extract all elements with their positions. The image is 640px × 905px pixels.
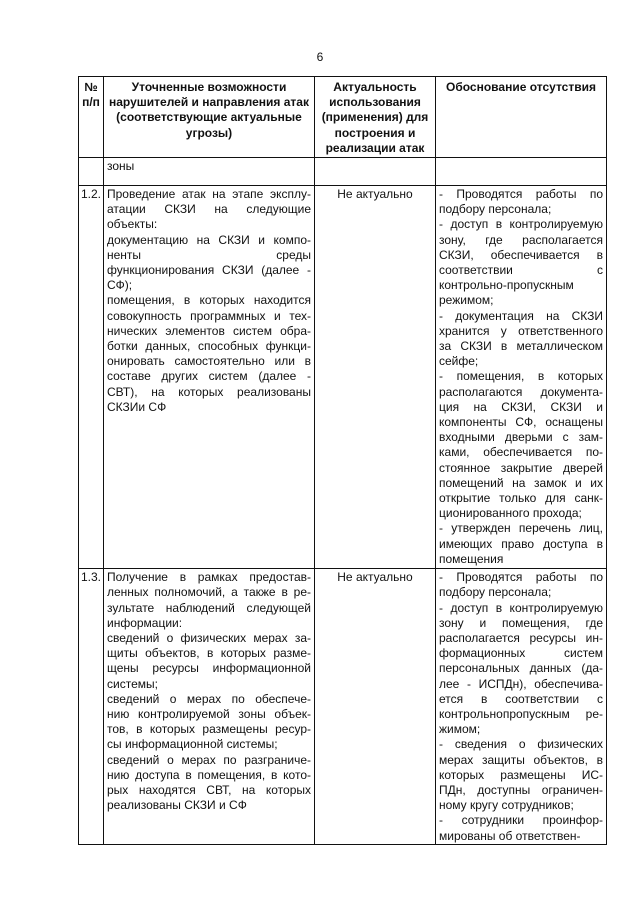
- text-line: сейфе;: [439, 354, 479, 369]
- table-row: [79, 186, 607, 569]
- text-line: ботки данных, способных функци-: [107, 339, 311, 354]
- header-capabilities: Уточненные возможности нарушителей и направления атак (соответствующие актуальные угрозы): [104, 77, 315, 158]
- text-line: жимом;: [439, 722, 481, 737]
- text-line: помещения: [439, 551, 504, 566]
- text-line: лее - ИСПДн), обеспечива-: [439, 676, 603, 691]
- table-header: [79, 77, 607, 158]
- text-line: которых размещены ИС-: [439, 767, 603, 782]
- text-line: подбору персонала;: [439, 202, 552, 217]
- header-relevance: Актуальность использования (применения) для построения и реализации атак: [315, 77, 436, 158]
- text-line: Проведение атак на этапе эксплу-: [107, 187, 311, 202]
- relevance-text: Не актуально: [315, 186, 436, 569]
- text-line: функционирования СКЗИ (далее -: [107, 263, 311, 278]
- text-line: - доступ в контролируемую: [439, 217, 603, 232]
- text-line: СКЗИ, обеспечивается в: [439, 247, 603, 262]
- text-line: - утвержден перечень лиц,: [439, 521, 603, 536]
- text-line: мерах защиты объектов, в: [439, 752, 603, 767]
- text-line: рых находятся СВТ, на которых: [107, 782, 311, 797]
- table-row: [79, 569, 607, 845]
- justification-text: [436, 569, 607, 845]
- threat-table: [78, 76, 607, 845]
- text-line: реализованы СКЗИ и СФ: [107, 798, 247, 813]
- text-line: ками, обеспечивается по-: [439, 445, 603, 460]
- text-line: онировать самостоятельно или в: [107, 354, 311, 369]
- text-line: ному кругу сотрудников;: [439, 798, 574, 813]
- text-line: контрольно-пропускным: [439, 278, 574, 293]
- relevance-text: Не актуально: [315, 569, 436, 845]
- text-line: системы;: [107, 676, 158, 691]
- text-line: ленных полномочий, а также в ре-: [107, 585, 311, 600]
- text-line: зону, где располагается: [439, 232, 603, 247]
- text-line: располагается ресурсы ин-: [439, 630, 603, 645]
- text-line: хранится у ответственного: [439, 323, 603, 338]
- capabilities-text: [104, 186, 315, 569]
- text-line: сы информационной системы;: [107, 737, 278, 752]
- text-line: объекты:: [107, 217, 158, 232]
- text-line: входными дверьми с зам-: [439, 430, 603, 445]
- text-line: СВТ), на которых реализованы: [107, 384, 311, 399]
- text-line: ется в соответствии с: [439, 691, 603, 706]
- text-line: персональных данных (да-: [439, 661, 603, 676]
- text-line: располагаются документа-: [439, 384, 603, 399]
- text-line: помещения, в которых находится: [107, 293, 311, 308]
- text-line: документацию на СКЗИ и компо-: [107, 232, 311, 247]
- text-line: - Проводятся работы по: [439, 570, 603, 585]
- text-line: ненты среды: [107, 247, 311, 262]
- text-line: - доступ в контролируемую: [439, 600, 603, 615]
- cell-justification: [436, 158, 607, 186]
- row-number: 1.3.: [79, 569, 104, 845]
- text-line: Получение в рамках предостав-: [107, 570, 311, 585]
- text-line: нию доступа в помещения, в кото-: [107, 767, 311, 782]
- capabilities-text: [104, 569, 315, 845]
- text-line: помещений на замок и их: [439, 475, 603, 490]
- text-line: совокупность программных и тех-: [107, 308, 311, 323]
- cell-relevance: [315, 158, 436, 186]
- text-line: щены ресурсы информационной: [107, 661, 311, 676]
- text-line: - сведения о физических: [439, 737, 603, 752]
- text-line: сведений о физических мерах за-: [107, 630, 311, 645]
- header-num: № п/п: [79, 77, 104, 158]
- table-row-continuation: [79, 158, 607, 186]
- justification-text: [436, 186, 607, 569]
- text-line: соответствии с: [439, 263, 603, 278]
- text-line: контрольнопропускным ре-: [439, 706, 603, 721]
- cell-num: [79, 158, 104, 186]
- text-line: ПДн, доступны ограничен-: [439, 782, 603, 797]
- text-line: сведений о мерах по обеспече-: [107, 691, 311, 706]
- text-line: стоянное закрытие дверей: [439, 460, 603, 475]
- text-line: - сотрудники проинфор-: [439, 813, 603, 828]
- text-line: - помещения, в которых: [439, 369, 603, 384]
- page-number: 6: [316, 50, 324, 64]
- text-line: ционированного прохода;: [439, 506, 582, 521]
- text-line: ция на СКЗИ, СКЗИ и: [439, 399, 603, 414]
- text-line: мированы об ответствен-: [439, 828, 581, 843]
- text-line: сведений о мерах по разграниче-: [107, 752, 311, 767]
- text-line: за СКЗИ в металлическом: [439, 339, 603, 354]
- text-line: СКЗИи СФ: [107, 399, 167, 414]
- row-number: 1.2.: [79, 186, 104, 569]
- text-line: компоненты СФ, оснащены: [439, 415, 603, 430]
- text-line: - Проводятся работы по: [439, 187, 603, 202]
- text-line: открытие только для санк-: [439, 491, 603, 506]
- text-line: формационных систем: [439, 646, 603, 661]
- cell-capabilities: зоны: [104, 158, 315, 186]
- text-line: СФ);: [107, 278, 133, 293]
- text-line: подбору персонала;: [439, 585, 552, 600]
- text-line: тов, в которых размещены ресур-: [107, 722, 311, 737]
- text-line: нических элементов систем обра-: [107, 323, 311, 338]
- text-line: режимом;: [439, 293, 494, 308]
- text-line: нию контролируемой зоны объек-: [107, 706, 311, 721]
- text-line: зону и помещения, где: [439, 615, 603, 630]
- text-line: зультате наблюдений следующей: [107, 600, 311, 615]
- text-line: информации:: [107, 615, 183, 630]
- text-line: - документация на СКЗИ: [439, 308, 603, 323]
- text-line: имеющих право доступа в: [439, 536, 603, 551]
- header-justification: Обоснование отсутствия: [436, 77, 607, 158]
- text-line: щиты объектов, в которых разме-: [107, 646, 311, 661]
- text-line: составе других систем (далее -: [107, 369, 311, 384]
- text-line: атации СКЗИ на следующие: [107, 202, 311, 217]
